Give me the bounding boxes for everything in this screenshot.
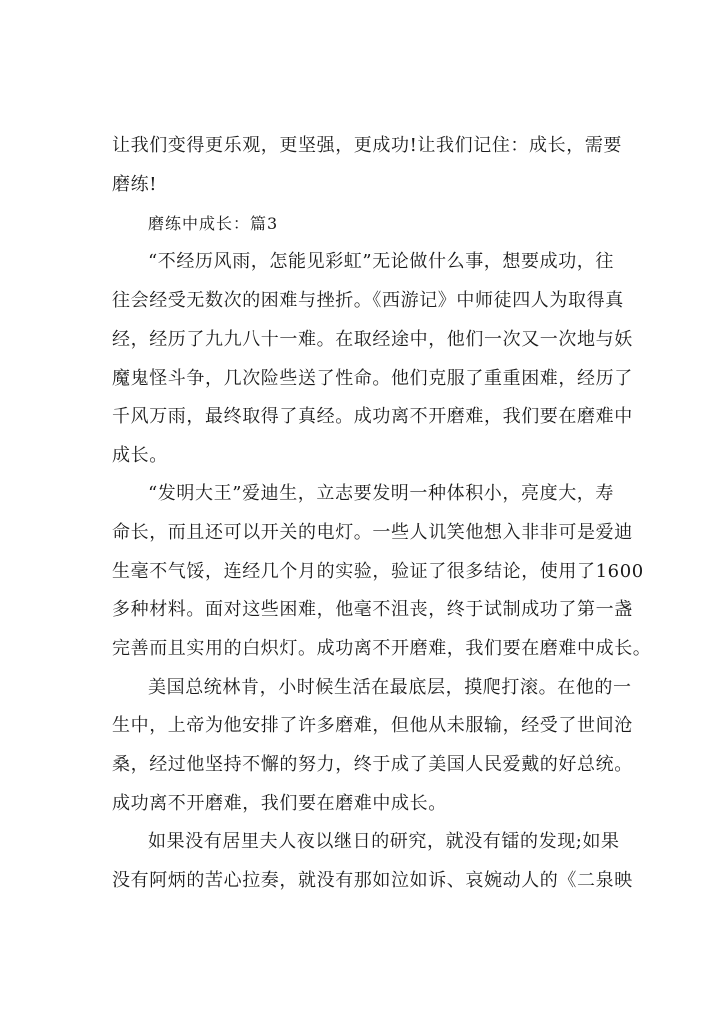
text-line: 成长。 [112, 445, 168, 466]
text-line: 成功离不开磨难，我们要在磨难中成长。 [112, 793, 447, 814]
text-line: 完善而且实用的白炽灯。成功离不开磨难，我们要在磨难中成长。 [112, 638, 652, 659]
text-line: 让我们变得更乐观，更坚强，更成功!让我们记住：成长，需要 [112, 135, 623, 156]
text-line: 命长，而且还可以开关的电灯。一些人讥笑他想入非非可是爱迪 [112, 522, 633, 543]
text-line: 经，经历了九九八十一难。在取经途中，他们一次又一次地与妖 [112, 329, 633, 350]
text-line: “发明大王”爱迪生，立志要发明一种体积小，亮度大，寿 [148, 483, 615, 504]
text-line: 生中，上帝为他安排了许多磨难，但他从未服输，经受了世间沧 [112, 715, 633, 736]
text-line: 魔鬼怪斗争，几次险些送了性命。他们克服了重重困难，经历了 [112, 368, 633, 389]
text-line: 美国总统林肯，小时候生活在最底层，摸爬打滚。在他的一 [148, 677, 632, 698]
text-line: “不经历风雨，怎能见彩虹”无论做什么事，想要成功，往 [148, 251, 615, 272]
text-line: 千风万雨，最终取得了真经。成功离不开磨难，我们要在磨难中 [112, 406, 633, 427]
text-line: 多种材料。面对这些困难，他毫不沮丧，终于试制成功了第一盏 [112, 599, 633, 620]
text-line: 没有阿炳的苦心拉奏，就没有那如泣如诉、哀婉动人的《二泉映 [112, 870, 633, 891]
text-line: 往会经受无数次的困难与挫折。《西游记》中师徒四人为取得真 [112, 290, 624, 311]
text-line: 磨练! [112, 174, 158, 195]
text-line: 桑，经过他坚持不懈的努力，终于成了美国人民爱戴的好总统。 [112, 754, 633, 775]
section-heading: 磨练中成长：篇3 [148, 214, 279, 233]
text-line: 生毫不气馁，连经几个月的实验，验证了很多结论，使用了1600 [112, 561, 644, 582]
text-line: 如果没有居里夫人夜以继日的研究，就没有镭的发现;如果 [148, 831, 620, 852]
